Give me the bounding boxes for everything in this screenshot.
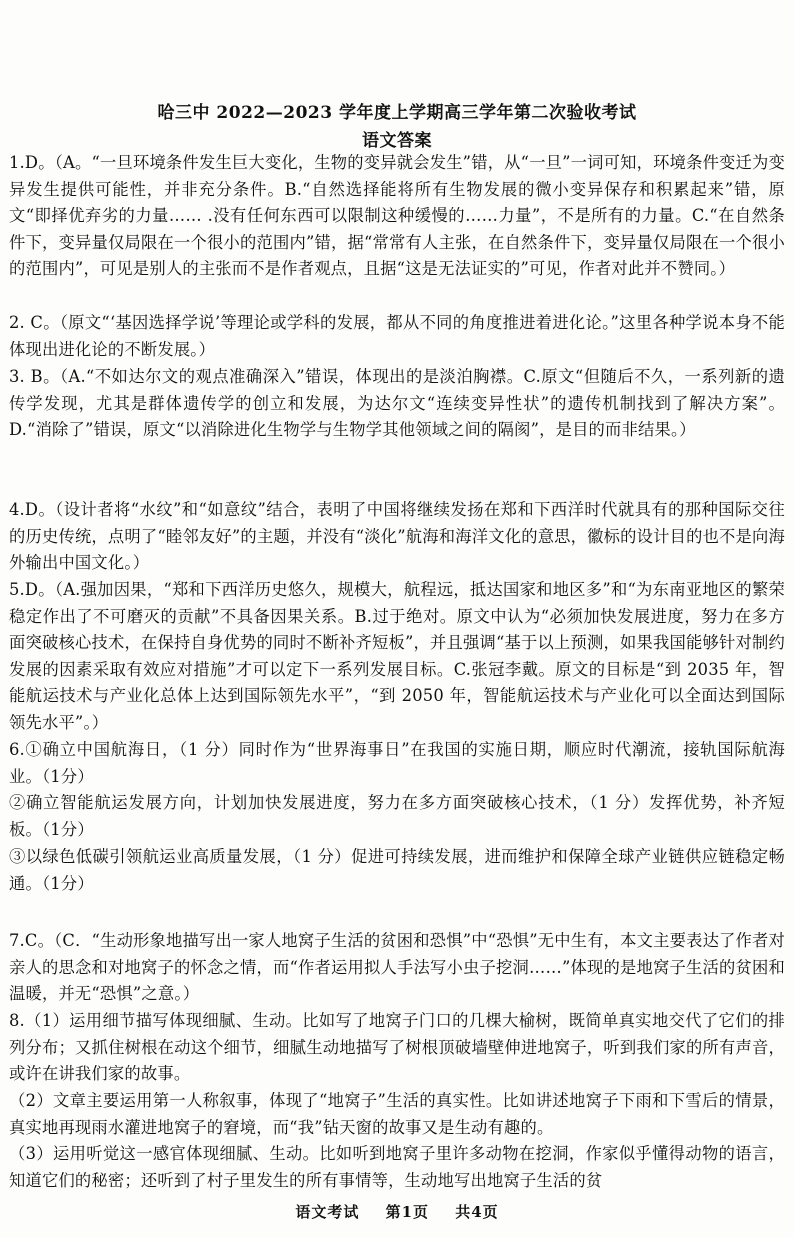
answer-1: 1.D。（A。“一旦环境条件发生巨大变化，生物的变异就会发生”错，从“一旦”一词可知，环境条件变迁为变异发生提供可能性，并非充分条件。B.“自然选择能将所有生物发展的微小变异保存和积累起来”错，原文“即择优弃劣的力量…… .没有任何东西可以限制这种缓慢的……力量”，不是所有的力量。C.“在自然条件下，变异量仅局限在一个很小的范围内”错，据“常常有人主张，在自然条件下，变异量仅局限在一个很小的范围内”，可见是别人的主张而不是作者观点，且据“这是无法证实的”可见，作者对此并不赞同。） [9, 153, 785, 279]
answer-7: 7.C。（C．“生动形象地描写出一家人地窝子生活的贫困和恐惧”中“恐惧”无中生有，本文主要表达了作者对亲人的思念和对地窝子的怀念之情，而“作者运用拟人手法写小虫子挖洞……”体现的是地窝子生活的贫困和温暖，并无“恐惧”之意。） [9, 931, 785, 1004]
answer-4: 4.D。（设计者将“水纹”和“如意纹”结合，表明了中国将继续发扬在郑和下西洋时代就具有的那种国际交往的历史传统，点明了“睦邻友好”的主题，并没有“淡化”航海和海洋文化的意思，徽标的设计目的也不是向海外输出中国文化。） [9, 500, 785, 573]
page-title: 哈三中 2022—2023 学年度上学期高三学年第二次验收考试 [157, 103, 637, 123]
answer-6-point-3: ③以绿色低碳引领航运业高质量发展，（1 分）促进可持续发展，进而维护和保障全球产业链供应链稳定畅通。（1分） [9, 847, 785, 893]
footer-subject: 语文考试 [295, 1203, 360, 1221]
answer-6-point-1: 6.①确立中国航海日，（1 分）同时作为“世界海事日”在我国的实施日期，顺应时代潮流，接轨国际航海业。（1分） [9, 740, 785, 786]
answer-3: 3. B。（A.“不如达尔文的观点准确深入”错误，体现出的是淡泊胸襟。C.原文“但随后不久，一系列新的遗传学发现，尤其是群体遗传学的创立和发展，为达尔文“连续变异性状”的遗传机制找到了解决方案”。D.“消除了”错误，原文“以消除进化生物学与生物学其他领域之间的隔阂”，是目的而非结果。） [9, 367, 785, 440]
answer-8-point-1: 8.（1）运用细节描写体现细腻、生动。比如写了地窝子门口的几棵大榆树，既简单真实地交代了它们的排列分布；又抓住树根在动这个细节，细腻生动地描写了树根顶破墙壁伸进地窝子，听到我们家的所有声音，或许在讲我们家的故事。 [9, 1011, 785, 1084]
page-subtitle: 语文答案 [362, 131, 432, 151]
answer-8-point-3: （3）运用听觉这一感官体现细腻、生动。比如听到地窝子里许多动物在挖洞，作家似乎懂得动物的语言，知道它们的秘密；还听到了村子里发生的所有事情等，生动地写出地窝子生活的贫 [9, 1144, 785, 1190]
answer-8-point-2: （2）文章主要运用第一人称叙事，体现了“地窝子”生活的真实性。比如讲述地窝子下雨和下雪后的情景，真实地再现雨水灌进地窝子的窘境，而“我”钻天窗的故事又是生动有趣的。 [9, 1091, 785, 1137]
page-footer [0, 1201, 794, 1222]
answer-5: 5.D。（A.强加因果，“郑和下西洋历史悠久，规模大，航程远，抵达国家和地区多”和“为东南亚地区的繁荣稳定作出了不可磨灭的贡献”不具备因果关系。B.过于绝对。原文中认为“必须加快发展进度，努力在多方面突破核心技术，在保持自身优势的同时不断补齐短板”，并且强调“基于以上预测，如果我国能够针对制约发展的因素采取有效应对措施”才可以定下一系列发展目标。C.张冠李戴。原文的目标是“到 2035 年，智能航运技术与产业化总体上达到国际领先水平”，“到 2050 年，智能航运技术与产业化可以全面达到国际领先水平”。） [9, 580, 785, 732]
answer-2: 2. C。（原文“‘基因选择学说’等理论或学科的发展，都从不同的角度推进着进化论。”这里各种学说本身不能体现出进化论的不断发展。） [9, 313, 785, 359]
footer-page-number: 第1页 [385, 1203, 429, 1221]
footer-total-pages: 共4页 [455, 1203, 499, 1221]
answer-6-point-2: ②确立智能航运发展方向，计划加快发展进度，努力在多方面突破核心技术，（1 分）发挥优势，补齐短板。（1分） [9, 793, 785, 839]
